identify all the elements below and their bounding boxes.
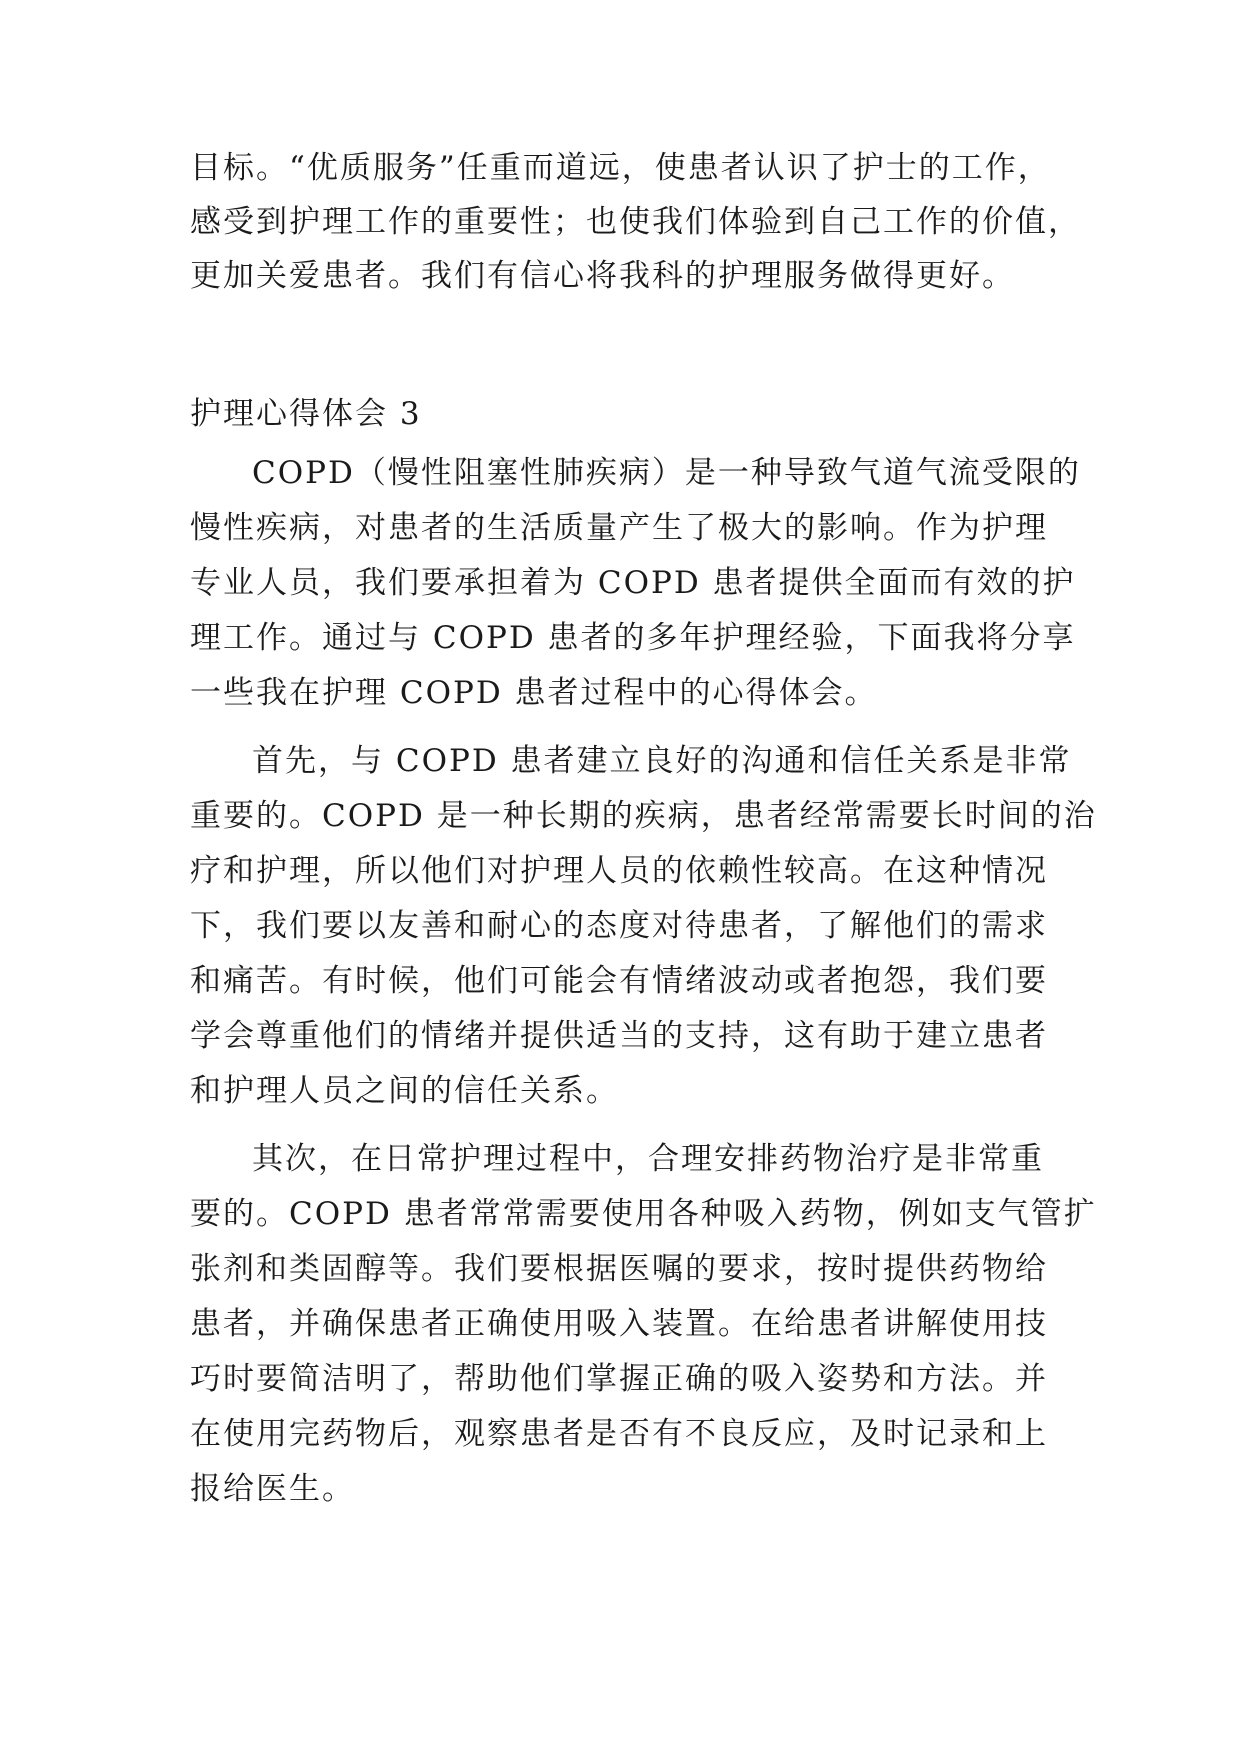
paragraph-line: 首先，与 COPD 患者建立良好的沟通和信任关系是非常 <box>252 743 1072 779</box>
paragraph-line: COPD（慢性阻塞性肺疾病）是一种导致气道气流受限的 <box>252 455 1081 491</box>
paragraph-line: 学会尊重他们的情绪并提供适当的支持，这有助于建立患者 <box>190 1018 1048 1054</box>
continuation-line: 感受到护理工作的重要性；也使我们体验到自己工作的价值， <box>190 204 1081 240</box>
paragraph-line: 张剂和类固醇等。我们要根据医嘱的要求，按时提供药物给 <box>190 1251 1048 1287</box>
paragraph-line: 和痛苦。有时候，他们可能会有情绪波动或者抱怨，我们要 <box>190 963 1048 999</box>
paragraph-line: 报给医生。 <box>190 1471 355 1507</box>
paragraph-line: 理工作。通过与 COPD 患者的多年护理经验，下面我将分享 <box>190 620 1076 656</box>
paragraph-line: 患者，并确保患者正确使用吸入装置。在给患者讲解使用技 <box>190 1306 1048 1342</box>
section-title: 护理心得体会 3 <box>190 396 422 432</box>
paragraph-line: 一些我在护理 COPD 患者过程中的心得体会。 <box>190 675 878 711</box>
paragraph-line: 其次，在日常护理过程中，合理安排药物治疗是非常重 <box>252 1141 1044 1177</box>
paragraph-line: 在使用完药物后，观察患者是否有不良反应，及时记录和上 <box>190 1416 1048 1452</box>
continuation-line: 目标。“优质服务”任重而道远，使患者认识了护士的工作， <box>190 150 1051 186</box>
paragraph-line: 下，我们要以友善和耐心的态度对待患者，了解他们的需求 <box>190 908 1048 944</box>
paragraph-line: 疗和护理，所以他们对护理人员的依赖性较高。在这种情况 <box>190 853 1048 889</box>
paragraph-line: 专业人员，我们要承担着为 COPD 患者提供全面而有效的护 <box>190 565 1076 601</box>
paragraph-line: 慢性疾病，对患者的生活质量产生了极大的影响。作为护理 <box>190 510 1048 546</box>
paragraph-line: 和护理人员之间的信任关系。 <box>190 1073 619 1109</box>
paragraph-line: 要的。COPD 患者常常需要使用各种吸入药物，例如支气管扩 <box>190 1196 1097 1232</box>
continuation-line: 更加关爱患者。我们有信心将我科的护理服务做得更好。 <box>190 258 1015 294</box>
paragraph-line: 重要的。COPD 是一种长期的疾病，患者经常需要长时间的治 <box>190 798 1097 834</box>
paragraph-line: 巧时要简洁明了，帮助他们掌握正确的吸入姿势和方法。并 <box>190 1361 1048 1397</box>
